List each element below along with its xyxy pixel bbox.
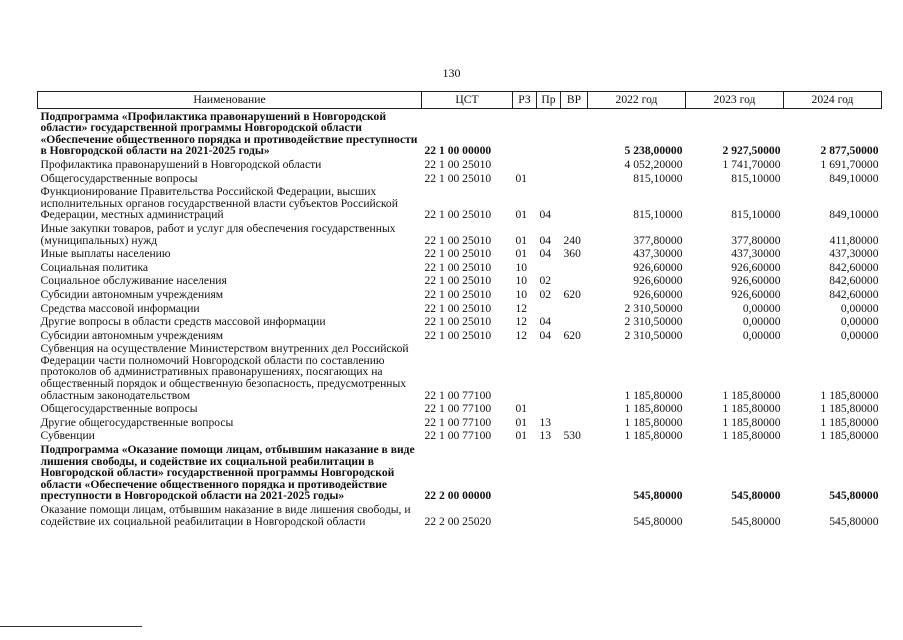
row-name: Другие вопросы в области средств массовой информации (40, 315, 326, 329)
row-vr: 530 (563, 429, 581, 443)
row-value-2022: 1 185,80000 (624, 429, 683, 443)
row-pr (537, 341, 561, 401)
row-rz: 12 (515, 315, 528, 329)
row-value-2024: 545,80000 (829, 514, 879, 528)
row-rz: 01 (515, 429, 528, 443)
row-value-2023: 1 741,70000 (722, 157, 781, 171)
row-cst: 22 2 00 25020 (424, 514, 492, 528)
row-value-2024: 1 691,70000 (820, 157, 879, 171)
row-name: Профилактика правонарушений в Новгородской области (40, 157, 322, 171)
row-vr (561, 341, 588, 401)
row-name: Общегосударственные вопросы (40, 171, 198, 185)
row-value-2024: 411,80000 (829, 233, 879, 247)
row-rz: 01 (515, 171, 528, 185)
row-value-2022: 2 310,50000 (624, 328, 683, 342)
row-pr: 04 (539, 233, 552, 247)
row-name: Средства массовой информации (40, 301, 200, 315)
table-row (38, 502, 882, 527)
row-cst: 22 1 00 25010 (424, 301, 492, 315)
row-vr (561, 415, 588, 429)
row-name: Подпрограмма «Профилактика правонарушений в Новгородской области» государственной программы Новгородской области «Обеспечение общественного порядка и противодействие преступности в Новгородской области на 2021-2025 годы» (40, 109, 418, 158)
row-value-2024: 849,10000 (829, 171, 879, 185)
table-row (38, 184, 882, 221)
row-vr (561, 401, 588, 415)
row-cst: 22 1 00 25010 (424, 328, 492, 342)
row-name: Функционирование Правительства Российской Федерации, высших исполнительных органов государственной власти субъектов Российской Федерации, местных администраций (40, 185, 398, 222)
table-header-row (38, 92, 882, 109)
row-value-2022: 1 185,80000 (624, 388, 683, 402)
row-value-2022: 926,60000 (633, 274, 683, 288)
row-rz: 10 (515, 274, 528, 288)
row-pr (537, 157, 561, 171)
row-name: Оказание помощи лицам, отбывшим наказание в виде лишения свободы, и содействие их социальной реабилитации в Новгородской области (40, 503, 411, 528)
row-cst: 22 1 00 77100 (424, 415, 492, 429)
header-pr: Пр (537, 92, 561, 109)
row-cst: 22 1 00 77100 (424, 429, 492, 443)
table-row (38, 260, 882, 274)
row-vr (561, 171, 588, 185)
row-value-2022: 5 238,00000 (624, 144, 683, 158)
table-row (38, 442, 882, 502)
row-pr: 04 (539, 328, 552, 342)
table-row (38, 108, 882, 157)
row-rz: 10 (515, 260, 528, 274)
row-value-2022: 1 185,80000 (624, 415, 683, 429)
row-value-2024: 437,30000 (829, 247, 879, 261)
row-value-2022: 2 310,50000 (624, 301, 683, 315)
row-vr (561, 442, 588, 502)
row-name: Субсидии автономным учреждениям (40, 287, 224, 301)
row-value-2022: 4 052,20000 (624, 157, 683, 171)
row-pr: 04 (539, 315, 552, 329)
row-pr: 04 (539, 247, 552, 261)
row-value-2022: 1 185,80000 (624, 402, 683, 416)
table-row (38, 221, 882, 246)
row-cst: 22 1 00 25010 (424, 315, 492, 329)
row-vr: 620 (563, 287, 581, 301)
row-vr: 360 (563, 247, 581, 261)
footnote-divider (0, 626, 142, 627)
row-value-2023: 926,60000 (731, 260, 781, 274)
row-cst: 22 2 00 00000 (424, 489, 492, 503)
row-name: Субвенция на осуществление Министерством внутренних дел Российской Федерации части полномочий Новгородской области по составлению протоколов об административных правонарушениях, посягающих на общественный порядок и общественную безопасность, предусмотренных областным законодательством (40, 342, 409, 402)
page-number: 130 (442, 66, 461, 80)
table-row (38, 246, 882, 260)
row-vr (561, 260, 588, 274)
row-value-2022: 437,30000 (633, 247, 683, 261)
row-pr (537, 401, 561, 415)
row-value-2023: 1 185,80000 (722, 402, 781, 416)
row-name: Социальное обслуживание населения (40, 274, 227, 288)
row-vr (561, 108, 588, 157)
row-pr (537, 502, 561, 527)
row-cst: 22 1 00 25010 (424, 157, 492, 171)
header-2024: 2024 год (784, 92, 882, 109)
row-cst: 22 1 00 25010 (424, 274, 492, 288)
row-name: Подпрограмма «Оказание помощи лицам, отбывшим наказание в виде лишения свободы, и содействие их социальной реабилитации в Новгородской области» государственной программы Новгородской области «Обеспечение общественного порядка и противодействие преступности в Новгородской области на 2021-2025 годы» (40, 443, 415, 503)
row-cst: 22 1 00 25010 (424, 260, 492, 274)
row-value-2023: 815,10000 (731, 208, 781, 222)
row-value-2022: 545,80000 (633, 489, 683, 503)
row-value-2023: 1 185,80000 (722, 429, 781, 443)
row-rz: 01 (515, 415, 528, 429)
row-rz: 01 (515, 247, 528, 261)
row-value-2023: 926,60000 (731, 274, 781, 288)
row-rz: 12 (515, 328, 528, 342)
row-value-2024: 0,00000 (840, 301, 879, 315)
table-row (38, 428, 882, 442)
row-pr: 13 (539, 415, 552, 429)
row-value-2024: 1 185,80000 (820, 429, 879, 443)
table-row (38, 287, 882, 301)
row-vr: 240 (563, 233, 581, 247)
row-pr: 02 (539, 274, 552, 288)
row-cst: 22 1 00 25010 (424, 247, 492, 261)
row-cst: 22 1 00 77100 (424, 388, 492, 402)
row-vr (561, 184, 588, 221)
row-value-2022: 815,10000 (633, 208, 683, 222)
row-pr (537, 260, 561, 274)
row-value-2024: 0,00000 (840, 315, 879, 329)
row-value-2023: 926,60000 (731, 287, 781, 301)
row-value-2022: 545,80000 (633, 514, 683, 528)
row-cst: 22 1 00 77100 (424, 402, 492, 416)
row-rz (513, 502, 537, 527)
row-value-2023: 545,80000 (731, 514, 781, 528)
row-value-2024: 842,60000 (829, 260, 879, 274)
row-name: Субсидии автономным учреждениям (40, 328, 224, 342)
row-value-2023: 0,00000 (742, 328, 781, 342)
row-value-2024: 545,80000 (829, 489, 879, 503)
row-rz: 12 (515, 301, 528, 315)
row-vr (561, 157, 588, 171)
row-name: Общегосударственные вопросы (40, 402, 198, 416)
row-cst: 22 1 00 00000 (424, 144, 492, 158)
row-vr: 620 (563, 328, 581, 342)
row-pr: 04 (539, 208, 552, 222)
table-row (38, 341, 882, 401)
row-value-2023: 1 185,80000 (722, 388, 781, 402)
row-value-2022: 926,60000 (633, 287, 683, 301)
row-vr (561, 314, 588, 328)
row-value-2023: 377,80000 (731, 233, 781, 247)
row-cst: 22 1 00 25010 (424, 171, 492, 185)
row-value-2022: 926,60000 (633, 260, 683, 274)
table-row (38, 157, 882, 171)
row-value-2023: 815,10000 (731, 171, 781, 185)
row-cst: 22 1 00 25010 (424, 233, 492, 247)
row-rz (513, 442, 537, 502)
header-vr: ВР (561, 92, 588, 109)
table-row (38, 415, 882, 429)
table-row (38, 273, 882, 287)
row-value-2023: 0,00000 (742, 315, 781, 329)
row-pr: 13 (539, 429, 552, 443)
row-vr (561, 273, 588, 287)
row-value-2024: 849,10000 (829, 208, 879, 222)
row-value-2024: 842,60000 (829, 274, 879, 288)
row-value-2024: 2 877,50000 (820, 144, 879, 158)
row-value-2023: 0,00000 (742, 301, 781, 315)
row-value-2023: 545,80000 (731, 489, 781, 503)
row-name: Иные закупки товаров, работ и услуг для обеспечения государственных (муниципальных) нужд (40, 221, 396, 247)
table-row (38, 171, 882, 185)
row-value-2023: 2 927,50000 (722, 144, 781, 158)
row-value-2023: 1 185,80000 (722, 415, 781, 429)
row-rz: 01 (515, 208, 528, 222)
row-value-2024: 0,00000 (840, 328, 879, 342)
table-row (38, 401, 882, 415)
row-name: Социальная политика (40, 260, 149, 274)
header-2022: 2022 год (588, 92, 686, 109)
row-value-2024: 842,60000 (829, 287, 879, 301)
row-name: Субвенции (40, 429, 95, 443)
table-row (38, 328, 882, 342)
table-body (38, 108, 882, 527)
row-pr: 02 (539, 287, 552, 301)
row-value-2022: 377,80000 (633, 233, 683, 247)
budget-table (37, 91, 882, 527)
row-pr (537, 108, 561, 157)
row-value-2024: 1 185,80000 (820, 415, 879, 429)
header-cst: ЦСТ (422, 92, 513, 109)
row-pr (537, 442, 561, 502)
row-rz (513, 157, 537, 171)
row-pr (537, 301, 561, 315)
row-value-2023: 437,30000 (731, 247, 781, 261)
row-rz (513, 341, 537, 401)
row-name: Другие общегосударственные вопросы (40, 415, 234, 429)
header-rz: РЗ (513, 92, 537, 109)
row-value-2024: 1 185,80000 (820, 388, 879, 402)
row-rz: 01 (515, 233, 528, 247)
row-rz (513, 108, 537, 157)
header-2023: 2023 год (686, 92, 784, 109)
row-name: Иные выплаты населению (40, 247, 171, 261)
row-value-2022: 2 310,50000 (624, 315, 683, 329)
header-name: Наименование (38, 92, 422, 109)
row-cst: 22 1 00 25010 (424, 287, 492, 301)
row-value-2022: 815,10000 (633, 171, 683, 185)
row-rz: 10 (515, 287, 528, 301)
row-pr (537, 171, 561, 185)
table-row (38, 301, 882, 315)
row-rz: 01 (515, 402, 528, 416)
row-vr (561, 502, 588, 527)
table-row (38, 314, 882, 328)
row-vr (561, 301, 588, 315)
row-value-2024: 1 185,80000 (820, 402, 879, 416)
row-cst: 22 1 00 25010 (424, 208, 492, 222)
